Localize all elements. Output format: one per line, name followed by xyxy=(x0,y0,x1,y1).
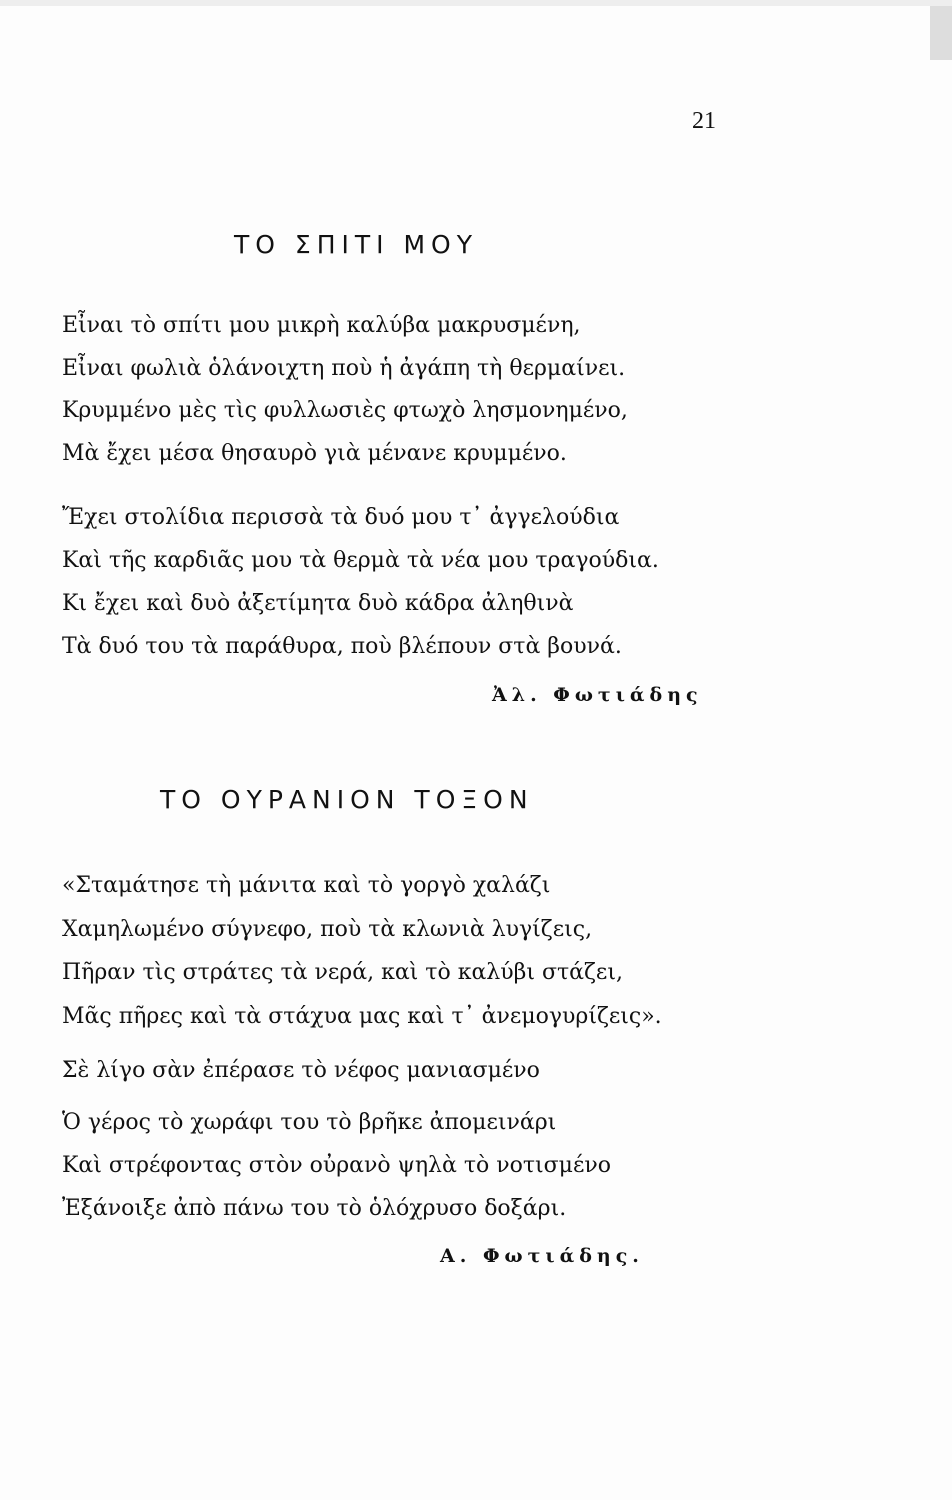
poem-line: Καὶ τῆς καρδιᾶς μου τὰ θερμὰ τὰ νέα μου τραγούδια. xyxy=(62,548,659,573)
poem-line: Ἐξάνοιξε ἀπὸ πάνω του τὸ ὁλόχρυσο δοξάρι. xyxy=(62,1196,567,1221)
poem-line: Κι ἔχει καὶ δυὸ ἀξετίμητα δυὸ κάδρα ἀληθινὰ xyxy=(62,591,574,616)
poem-line: Εἶναι φωλιὰ ὁλάνοιχτη ποὺ ἡ ἀγάπη τὴ θερμαίνει. xyxy=(62,356,626,381)
poem-line: Τὰ δυό του τὰ παράθυρα, ποὺ βλέπουν στὰ βουνά. xyxy=(62,634,622,659)
poem-line: «Σταμάτησε τὴ μάνιτα καὶ τὸ γοργὸ χαλάζι xyxy=(62,873,551,898)
poem-line: Μὰ ἔχει μέσα θησαυρὸ γιὰ μένανε κρυμμένο. xyxy=(62,441,567,466)
poem-line: Εἶναι τὸ σπίτι μου μικρὴ καλύβα μακρυσμένη, xyxy=(62,313,581,338)
poem-author: Ἀλ. Φωτιάδης xyxy=(492,684,703,706)
poem-title: ΤΟ ΟΥΡΑΝΙΟΝ ΤΟΞΟΝ xyxy=(160,785,534,814)
poem-title: ΤΟ ΣΠΙΤΙ ΜΟΥ xyxy=(234,230,478,259)
poem-line: Πῆραν τὶς στράτες τὰ νερά, καὶ τὸ καλύβι στάζει, xyxy=(62,960,623,985)
poem-line: Ὁ γέρος τὸ χωράφι του τὸ βρῆκε ἀπομεινάρι xyxy=(62,1110,557,1135)
poem-line: Χαμηλωμένο σύγνεφο, ποὺ τὰ κλωνιὰ λυγίζεις, xyxy=(62,917,593,942)
poem-author: Α. Φωτιάδης. xyxy=(440,1245,644,1267)
poem-line: Μᾶς πῆρες καὶ τὰ στάχυα μας καὶ τ᾽ ἀνεμογυρίζεις». xyxy=(62,1004,662,1029)
poem-line: Καὶ στρέφοντας στὸν οὐρανὸ ψηλὰ τὸ νοτισμένο xyxy=(62,1153,612,1178)
page-number: 21 xyxy=(692,108,716,134)
poem-line: Σὲ λίγο σὰν ἐπέρασε τὸ νέφος μανιασμένο xyxy=(62,1058,540,1083)
poem-line: Ἔχει στολίδια περισσὰ τὰ δυό μου τ᾽ ἀγγελούδια xyxy=(62,505,620,530)
poem-line: Κρυμμένο μὲς τὶς φυλλωσιὲς φτωχὸ λησμονημένο, xyxy=(62,398,628,423)
